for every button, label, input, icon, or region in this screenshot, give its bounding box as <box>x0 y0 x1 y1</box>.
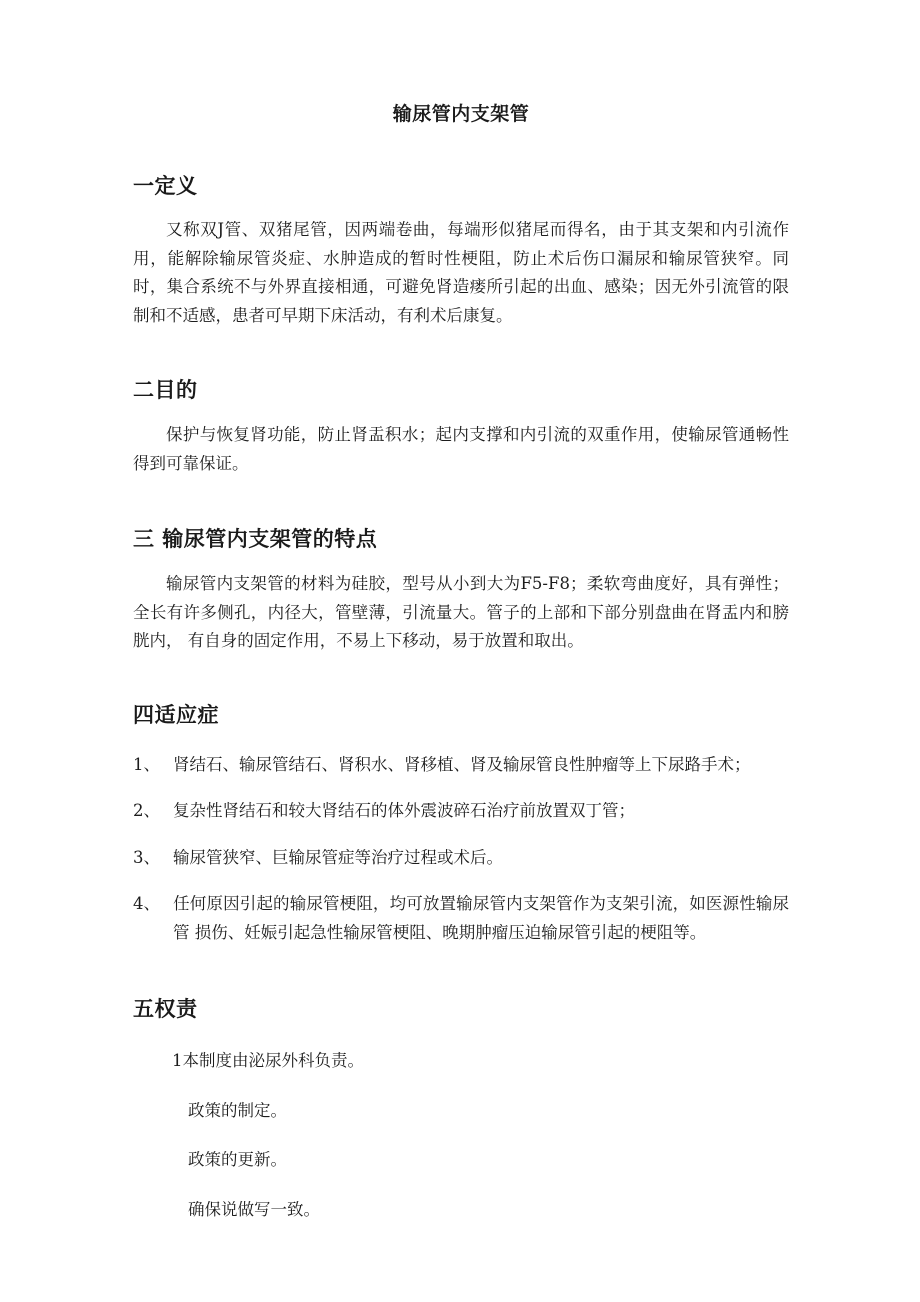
list-item <box>133 751 789 780</box>
list-item <box>133 844 789 873</box>
document-body <box>133 0 789 1224</box>
list-item-text: 任何原因引起的输尿管梗阻，均可放置输尿管内支架管作为支架引流，如医源性输尿管 损伤、妊娠引起急性输尿管梗阻、晚期肿瘤压迫输尿管引起的梗阻等。 <box>173 894 789 942</box>
section-heading-definition: 一定义 <box>133 174 198 198</box>
list-item-text: 肾结石、输尿管结石、肾积水、肾移植、肾及输尿管良性肿瘤等上下尿路手术； <box>173 754 751 774</box>
indications-list <box>133 729 789 948</box>
list-item: 政策的制定。 <box>188 1100 287 1120</box>
list-item-text: 复杂性肾结石和较大肾结石的体外震波碎石治疗前放置双丁管； <box>173 801 635 820</box>
list-item: 确保说做写一致。 <box>188 1199 320 1219</box>
page-title: 输尿管内支架管 <box>392 103 530 125</box>
section-heading-responsibility: 五权责 <box>133 997 198 1021</box>
section-heading-features: 三 输尿管内支架管的特点 <box>133 527 378 551</box>
list-item: 1本制度由泌尿外科负责。 <box>172 1051 364 1070</box>
list-item-marker: 2、 <box>133 801 160 820</box>
section-heading-purpose: 二目的 <box>133 378 198 402</box>
section-paragraph-definition: 又称双J管、双猪尾管，因两端卷曲，每端形似猪尾而得名，由于其支架和内引流作用，能解除输尿管炎症、水肿造成的暂时性梗阻，防止术后伤口漏尿和输尿管狭窄。同时，集合系统不与外界直接相通，可避免肾造瘘所引起的出血、感染；因无外引流管的限制和不适感，患者可早期下床活动，有利术后康复。 <box>133 220 789 325</box>
list-item-marker: 4、 <box>133 894 160 913</box>
section-paragraph-features: 输尿管内支架管的材料为硅胶，型号从小到大为F5-F8；柔软弯曲度好，具有弹性；全长有许多侧孔，内径大，管壁薄，引流量大。管子的上部和下部分别盘曲在肾盂内和膀胱内， 有自身的固定作用，不易上下移动，易于放置和取出。 <box>133 574 789 650</box>
responsibility-list <box>133 1023 789 1224</box>
list-item-marker: 3、 <box>133 847 160 867</box>
section-paragraph-purpose: 保护与恢复肾功能，防止肾盂积水；起内支撑和内引流的双重作用，使输尿管通畅性得到可靠保证。 <box>133 425 789 473</box>
section-heading-indications: 四适应症 <box>133 702 219 727</box>
list-item-text: 输尿管狭窄、巨输尿管症等治疗过程或术后。 <box>173 847 503 867</box>
list-item: 政策的更新。 <box>188 1150 287 1169</box>
list-item-marker: 1、 <box>133 754 160 774</box>
list-item <box>133 890 789 947</box>
list-item <box>133 797 789 826</box>
